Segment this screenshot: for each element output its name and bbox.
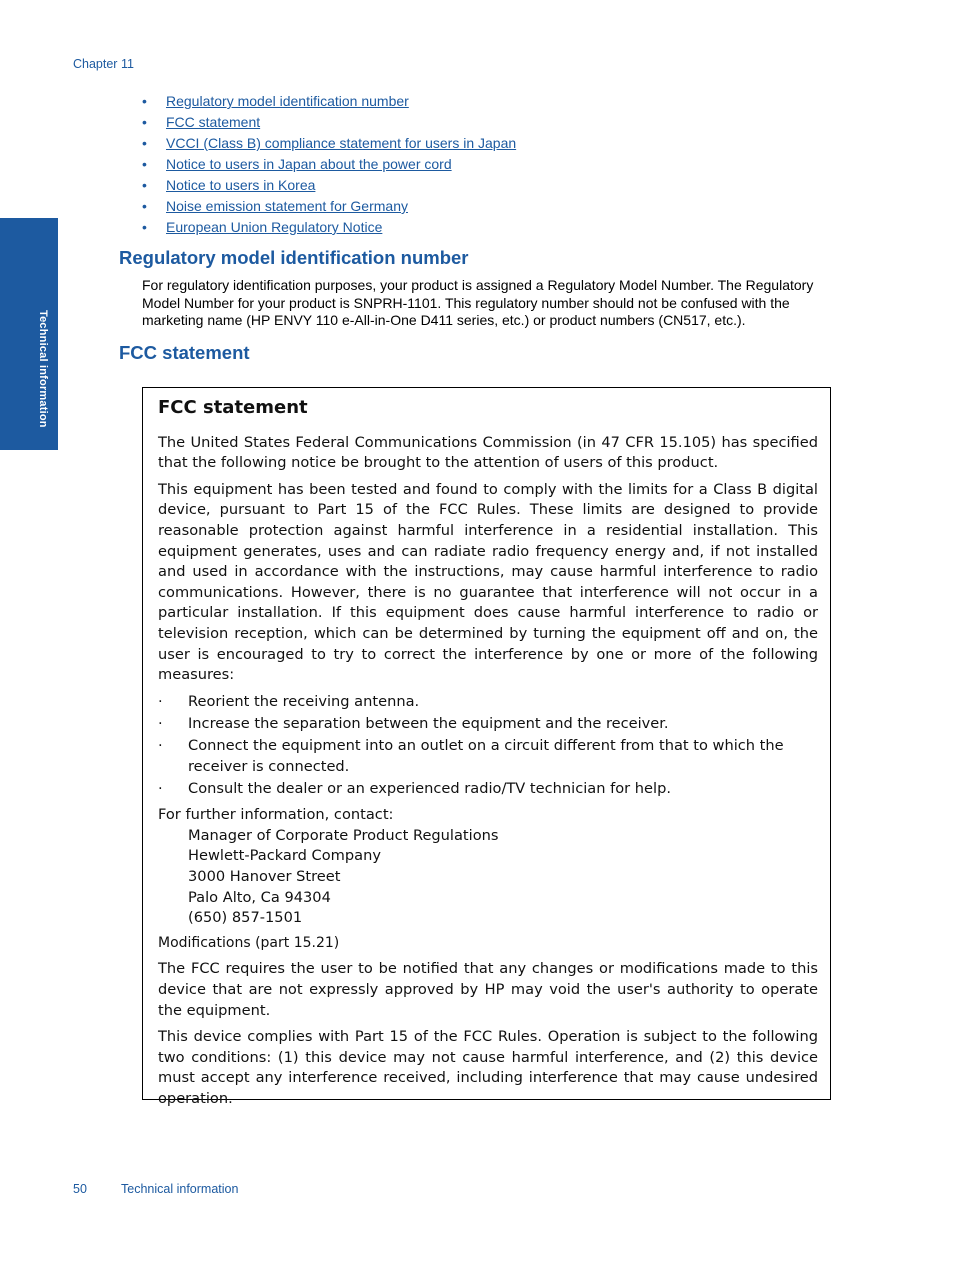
contact-line: 3000 Hanover Street	[188, 867, 341, 885]
contact-line: (650) 857-1501	[188, 909, 303, 927]
list-dot: ·	[158, 736, 163, 754]
modifications-heading: Modifications (part 15.21)	[158, 934, 340, 951]
list-item	[158, 714, 818, 735]
toc-item	[142, 91, 516, 112]
list-dot: ·	[158, 692, 163, 710]
list-item	[158, 736, 818, 777]
fcc-paragraph-1: The United States Federal Communications Commission (in 47 CFR 15.105) has specified that the following notice be brought to the attention of users of this product.	[158, 433, 818, 472]
list-dot: ·	[158, 714, 163, 732]
footer-section: Technical information	[121, 1182, 239, 1196]
measure-text: Reorient the receiving antenna.	[188, 692, 420, 710]
bullet: •	[142, 219, 147, 235]
fcc-box-title: FCC statement	[158, 397, 308, 418]
toc-link-japan-power[interactable]: Notice to users in Japan about the power cord	[166, 156, 452, 172]
bullet: •	[142, 114, 147, 130]
toc-link-korea[interactable]: Notice to users in Korea	[166, 177, 316, 193]
contact-line: Palo Alto, Ca 94304	[188, 888, 331, 906]
fcc-paragraph-4: This device complies with Part 15 of the FCC Rules. Operation is subject to the following two conditions: (1) this device may not cause harmful interference, and (2) this device must accept any interference received, including interference that may cause undesired operation.	[158, 1028, 818, 1107]
toc-link-vcci[interactable]: VCCI (Class B) compliance statement for users in Japan	[166, 135, 517, 151]
measure-text: Connect the equipment into an outlet on a circuit different from that to which the receiver is connected.	[188, 736, 784, 775]
toc-item	[142, 175, 516, 196]
toc-link-germany[interactable]: Noise emission statement for Germany	[166, 198, 408, 214]
contact-intro: For further information, contact:	[158, 806, 394, 824]
fcc-paragraph-3: The FCC requires the user to be notified that any changes or modifications made to this device that are not expressly approved by HP may void the user's authority to operate the equipment.	[158, 960, 818, 1019]
side-tab-label: Technical information	[37, 310, 49, 428]
fcc-paragraph-2: This equipment has been tested and found to comply with the limits for a Class B digital device, pursuant to Part 15 of the FCC Rules. These limits are designed to provide reasonable protection against harmful interference in a residential installation. This equipment generates, uses and can radiate radio frequency energy and, if not installed and used in accordance with the instructions, may cause harmful interference to radio communications. However, there is no guarantee that interference will not occur in a particular installation. If this equipment does cause harmful interference to radio or television reception, which can be determined by turning the equipment off and on, the user is encouraged to try to correct the interference by one or more of the following measures:	[158, 480, 818, 684]
regulatory-text: For regulatory identification purposes, your product is assigned a Regulatory Model Number. The Regulatory Model Number for your product is SNPRH-1101. This regulatory number should not be confused with the marketing name (HP ENVY 110 e-All-in-One D411 series, etc.) or product numbers (CN517, etc.).	[142, 277, 814, 328]
page-number: 50	[73, 1182, 87, 1196]
list-item	[158, 779, 818, 800]
toc-link-regulatory[interactable]: Regulatory model identification number	[166, 93, 409, 109]
measure-text: Increase the separation between the equipment and the receiver.	[188, 714, 669, 732]
bullet: •	[142, 156, 147, 172]
toc-link-fcc[interactable]: FCC statement	[166, 114, 261, 130]
list-dot: ·	[158, 779, 163, 797]
fcc-heading: FCC statement	[119, 342, 250, 363]
measure-text: Consult the dealer or an experienced radio/TV technician for help.	[188, 779, 671, 797]
toc-list	[142, 91, 516, 238]
fcc-measures-list	[158, 692, 818, 799]
contact-line: Hewlett-Packard Company	[188, 847, 381, 865]
toc-link-eu[interactable]: European Union Regulatory Notice	[166, 219, 383, 235]
list-item	[158, 692, 818, 713]
toc-item	[142, 196, 516, 217]
bullet: •	[142, 198, 147, 214]
bullet: •	[142, 135, 147, 151]
contact-line: Manager of Corporate Product Regulations	[188, 826, 499, 844]
toc-item	[142, 217, 516, 238]
contact-block	[188, 826, 818, 929]
regulatory-heading: Regulatory model identification number	[119, 247, 469, 268]
fcc-statement-box	[142, 387, 831, 1107]
toc-item	[142, 112, 516, 133]
bullet: •	[142, 93, 147, 109]
chapter-label: Chapter 11	[73, 57, 134, 71]
toc-item	[142, 133, 516, 154]
bullet: •	[142, 177, 147, 193]
side-tab	[0, 218, 58, 450]
toc-item	[142, 154, 516, 175]
